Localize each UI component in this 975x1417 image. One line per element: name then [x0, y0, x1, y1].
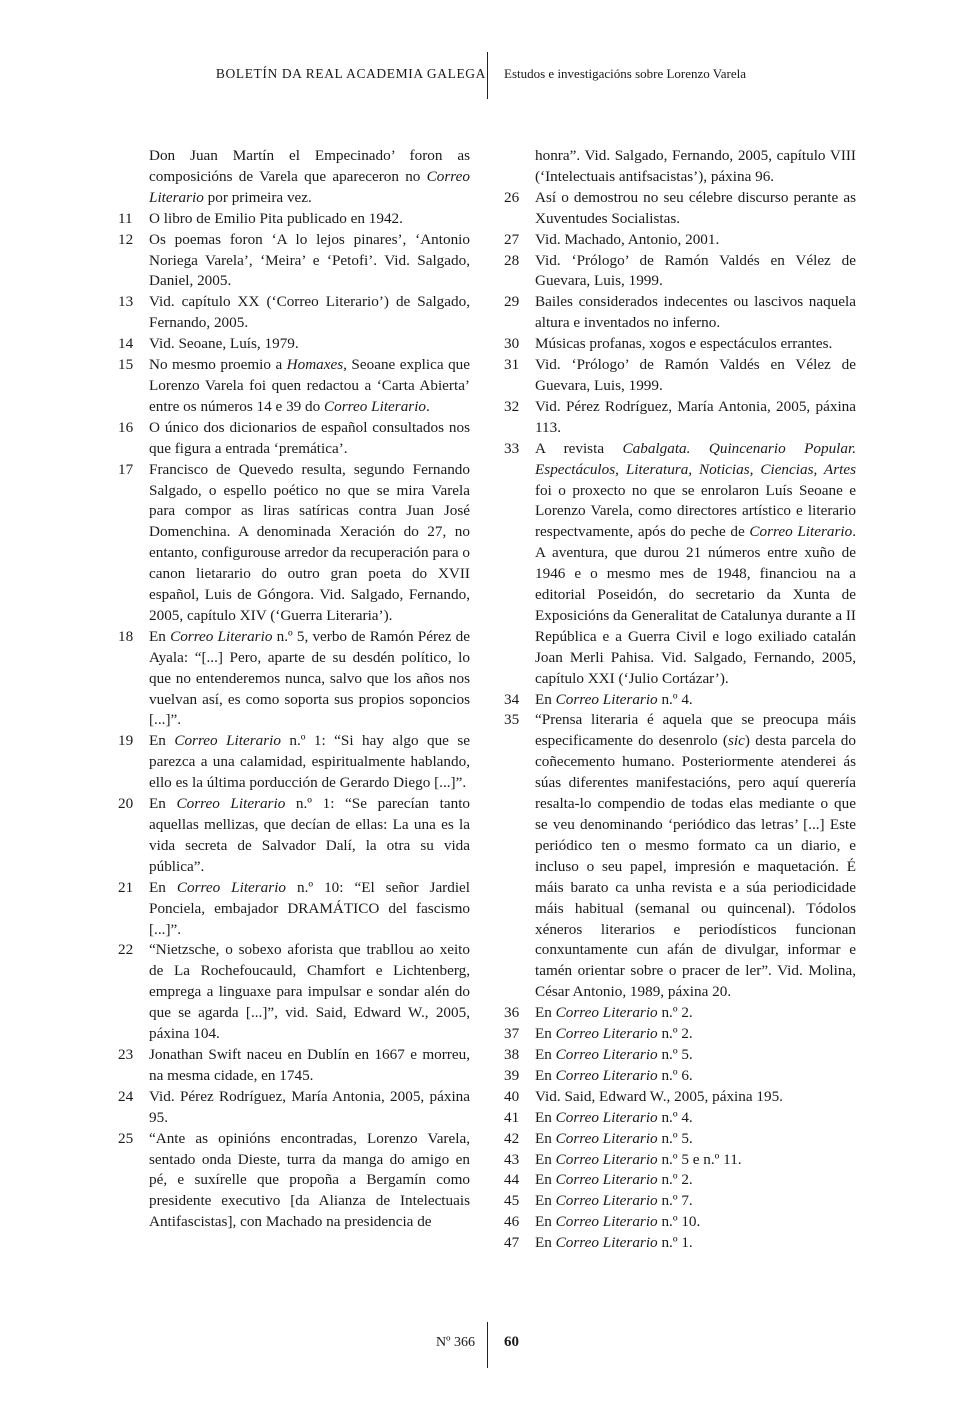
footnote-number: 16 [118, 418, 134, 436]
italic-title: Correo Literario [555, 1108, 658, 1126]
footnote-continuation [118, 146, 470, 209]
text-run: Vid. Seoane, Luís, 1979. [149, 335, 299, 353]
footnote-number: 19 [118, 732, 134, 750]
text-run: En [535, 1234, 556, 1252]
italic-title: sic [727, 732, 745, 750]
text-run: , Seoane explica que Lorenzo Varela foi quen redactou a ‘Carta Abierta’ entre os números 14 e 39 do [149, 356, 470, 415]
text-run: En [149, 627, 171, 645]
text-run: Músicas profanas, xogos e espectáculos errantes. [535, 335, 833, 353]
footnote-number: 27 [504, 230, 520, 248]
footnote-text [149, 334, 470, 355]
text-run: foi o proxecto no que se enrolaron Luís Seoane e Lorenzo Varela, como directores artístico e literario respectvamente, após do peche de [535, 481, 856, 541]
footnote-40 [504, 1087, 856, 1108]
text-run: Vid. Said, Edward W., 2005, páxina 195. [535, 1087, 783, 1105]
footnote-text [535, 439, 856, 690]
footnote-number: 44 [504, 1171, 520, 1189]
text-run: Don Juan Martín el Empecinado’ foron as composicións de Varela que apareceron no [149, 147, 470, 185]
footnote-23 [118, 1045, 470, 1087]
text-run: “Ante as opinións encontradas, Lorenzo Varela, sentado onda Dieste, turra da manga do amigo en pé, e suxírelle que propoña a Bergamín como presidente executivo [da Alianza de Intelectuais Antifascistas], con Machado na presidencia de [149, 1129, 470, 1231]
italic-title: Correo Literario [555, 1129, 658, 1147]
footnote-11 [118, 209, 470, 230]
text-run: Francisco de Quevedo resulta, segundo Fernando Salgado, o espello poético no que se mira Varela para compor as liras satíricas contra Juan José Domenchina. A denominada Xeración do 27, no entanto, configurouse arredor da recuperación para o canon lietarario do outro gran poeta do XVII español, Luis de Góngora. Vid. Salgado, Fernando, 2005, capítulo XIV (‘Guerra Literaria’). [149, 460, 470, 624]
text-run: n.º 5. [657, 1129, 693, 1147]
footnote-45 [504, 1191, 856, 1212]
text-run: . A aventura, que durou 21 números entre xuño de 1946 e o mesmo mes de 1948, financiou na a editorial Poseidón, do secretario da Xunta de Exposicións da Generalitat de Catalunya durante a II República e a Guerra Civil e logo exiliado catalán Joan Merli Pahisa. Vid. Salgado, Fernando, 2005, capítulo XXI (‘Julio Cortázar’). [535, 523, 857, 687]
text-run: En [535, 1171, 556, 1189]
text-run: Os poemas foron ‘A lo lejos pinares’, ‘Antonio Noriega Varela’, ‘Meira’ e ‘Petofi’. Vid. Salgado, Daniel, 2005. [149, 230, 470, 290]
footnote-text [149, 878, 470, 941]
italic-title: Correo Literario [176, 878, 287, 896]
text-run: Vid. capítulo XX (‘Correo Literario’) de Salgado, Fernando, 2005. [149, 293, 470, 332]
text-run: En [535, 1066, 556, 1084]
italic-title: Correo Literario [555, 1025, 658, 1043]
footnote-number: 37 [504, 1025, 520, 1043]
footnote-29 [504, 292, 856, 334]
footnote-text [535, 1129, 856, 1150]
footnote-33 [504, 439, 856, 690]
footnote-number: 21 [118, 878, 134, 896]
italic-title: Correo Literario [174, 732, 281, 750]
text-run: n.º 6. [657, 1066, 693, 1084]
footnote-text [535, 230, 856, 251]
italic-title: Correo Literario [555, 1171, 658, 1189]
footnote-text [535, 690, 856, 711]
footnotes-right-column [504, 146, 856, 1254]
text-run: n.º 7. [657, 1192, 693, 1210]
footnote-14 [118, 334, 470, 355]
footnote-28 [504, 251, 856, 293]
footnote-text [535, 355, 856, 397]
footnote-text [149, 146, 470, 209]
footnote-24 [118, 1087, 470, 1129]
text-run: n.º 1: “Se parecían tanto aquellas mellizas, que decían de ellas: La una es la vida secreta de Salvador Dalí, la otra su vida pública”. [149, 795, 471, 875]
footnote-21 [118, 878, 470, 941]
text-run: O libro de Emilio Pita publicado en 1942. [149, 209, 403, 227]
footnote-number: 40 [504, 1087, 520, 1105]
footnote-text [149, 1087, 470, 1129]
footnote-text [149, 460, 470, 627]
footnotes-left-column [118, 146, 470, 1233]
text-run: n.º 10: “El señor Jardiel Ponciela, embajador DRAMÁTICO del fascismo [...]”. [149, 878, 471, 938]
italic-title: Correo Literario [324, 397, 427, 415]
footnote-text [535, 710, 856, 1003]
footnote-text [149, 230, 470, 293]
text-run: n.º 2. [657, 1004, 693, 1022]
text-run: n.º 2. [657, 1025, 693, 1043]
footnote-text [535, 251, 856, 293]
footnote-15 [118, 355, 470, 418]
text-run: n.º 10. [657, 1213, 701, 1231]
footnote-text [535, 292, 856, 334]
footnote-number: 20 [118, 795, 134, 813]
text-run: En [535, 1025, 556, 1043]
text-run: Jonathan Swift naceu en Dublín en 1667 e morreu, na mesma cidade, en 1745. [149, 1045, 470, 1084]
footnote-text [535, 1191, 856, 1212]
footnote-25 [118, 1129, 470, 1234]
italic-title: Correo Literario [555, 1213, 658, 1231]
text-run: En [535, 1192, 556, 1210]
text-run: En [535, 1108, 556, 1126]
footnote-19 [118, 731, 470, 794]
italic-title: Correo Literario [555, 1045, 658, 1063]
footnote-44 [504, 1170, 856, 1191]
text-run: No mesmo proemio a [149, 356, 287, 374]
footnote-16 [118, 418, 470, 460]
footnote-text [535, 1024, 856, 1045]
italic-title: Correo Literario [555, 690, 658, 708]
footnote-46 [504, 1212, 856, 1233]
footnote-number: 47 [504, 1234, 520, 1252]
footnote-number: 17 [118, 460, 134, 478]
italic-title: Correo Literario [749, 523, 853, 541]
text-run: En [535, 1129, 556, 1147]
text-run: . [426, 397, 430, 415]
text-run: n.º 2. [657, 1171, 693, 1189]
footnote-number: 34 [504, 690, 520, 708]
footnote-number: 30 [504, 335, 520, 353]
text-run: Vid. ‘Prólogo’ de Ramón Valdés en Vélez de Guevara, Luis, 1999. [535, 251, 856, 290]
text-run: Vid. Pérez Rodríguez, María Antonia, 2005, páxina 113. [535, 397, 856, 436]
text-run: En [149, 878, 177, 896]
footnote-text [535, 397, 856, 439]
footnote-text [535, 1108, 856, 1129]
italic-title: Correo Literario [555, 1066, 658, 1084]
footnote-47 [504, 1233, 856, 1254]
italic-title: Correo Literario [176, 795, 286, 813]
footnote-text [149, 731, 470, 794]
footnote-number: 28 [504, 251, 520, 269]
footnote-text [149, 355, 470, 418]
footnote-text [535, 1045, 856, 1066]
footnote-43 [504, 1150, 856, 1171]
footnote-text [535, 188, 856, 230]
running-footer [0, 1322, 975, 1368]
footnote-number: 12 [118, 230, 134, 248]
footnote-text [535, 1087, 856, 1108]
footnote-number: 22 [118, 941, 134, 959]
footnote-number: 41 [504, 1108, 520, 1126]
footnote-text [535, 334, 856, 355]
footnote-text [535, 1170, 856, 1191]
italic-title: Correo Literario [555, 1150, 658, 1168]
footnote-42 [504, 1129, 856, 1150]
text-run: n.º 4. [657, 690, 693, 708]
footnote-number: 43 [504, 1150, 520, 1168]
footnote-text [535, 1212, 856, 1233]
footnote-number: 18 [118, 627, 134, 645]
footnote-39 [504, 1066, 856, 1087]
footnote-34 [504, 690, 856, 711]
footnote-number: 25 [118, 1129, 134, 1147]
footnote-32 [504, 397, 856, 439]
section-title: Estudos e investigacións sobre Lorenzo Varela [504, 66, 746, 81]
text-run: ) desta parcela do coñecemento humano. Posteriormente atenderei ás súas diferentes manifestacións, pero aquí querería resalta-lo compendio de todas elas mediante o que se veu denominando ‘periódico das letras’ [...] Este periódico ten o mesmo formato ca un diario, e incluso o seu papel, impresión e maquetación. É máis barato ca unha revista e a súa periodicidade máis habitual (semanal ou quincenal). Tódolos xéneros literarios e periodísticos funcionan conxuntamente cun afán de divulgar, informar e tamén orientar sobre o pracer de ler”. Vid. Molina, César Antonio, 1989, páxina 20. [535, 732, 856, 1001]
issue-number: Nº 366 [436, 1335, 475, 1350]
footnote-text [535, 1066, 856, 1087]
text-run: n.º 1: “Si hay algo que se parezca a una calamidad, espiritualmente hablando, ello es la última porducción de Gerardo Diego [...]”. [149, 732, 471, 792]
text-run: honra”. Vid. Salgado, Fernando, 2005, capítulo VIII (‘Intelectuais antifsacistas’), páxina 96. [535, 147, 856, 185]
text-run: Así o demostrou no seu célebre discurso perante as Xuventudes Socialistas. [535, 188, 856, 227]
footnote-31 [504, 355, 856, 397]
italic-title: Correo Literario [555, 1192, 658, 1210]
footnote-text [149, 794, 470, 878]
text-run: En [535, 1045, 556, 1063]
footnote-text [149, 209, 470, 230]
footnote-text [149, 627, 470, 732]
footer-divider [487, 1322, 488, 1368]
footnote-number: 11 [118, 209, 133, 227]
footnote-number: 42 [504, 1129, 520, 1147]
footnote-number: 39 [504, 1066, 520, 1084]
text-run: “Nietzsche, o sobexo aforista que trabllou ao xeito de La Rochefoucauld, Chamfort e Lichtenberg, emprega a linguaxe para impulsar e sondar alén do que se agarda [...]”, vid. Said, Edward W., 2005, páxina 104. [149, 941, 470, 1043]
text-run: En [535, 1213, 556, 1231]
text-run: Bailes considerados indecentes ou lascivos naquela altura e inventados no inferno. [535, 293, 856, 332]
footnote-text [149, 1129, 470, 1234]
footnote-number: 36 [504, 1004, 520, 1022]
footnote-text [535, 1150, 856, 1171]
header-divider [487, 52, 488, 99]
footnote-38 [504, 1045, 856, 1066]
footnote-number: 14 [118, 335, 134, 353]
footnote-37 [504, 1024, 856, 1045]
footnote-text [535, 1233, 856, 1254]
footnote-number: 32 [504, 397, 520, 415]
italic-title: Correo Literario [149, 167, 470, 206]
journal-title: BOLETÍN DA REAL ACADEMIA GALEGA [215, 66, 486, 81]
text-run: n.º 4. [657, 1108, 693, 1126]
text-run: En [149, 795, 177, 813]
italic-title: Correo Literario [555, 1234, 658, 1252]
footnote-number: 23 [118, 1045, 134, 1063]
footnote-20 [118, 794, 470, 878]
text-run: En [149, 732, 175, 750]
running-header [0, 52, 975, 100]
footnote-number: 46 [504, 1213, 520, 1231]
page-number: 60 [504, 1334, 519, 1350]
footnote-22 [118, 940, 470, 1045]
footnote-12 [118, 230, 470, 293]
text-run: por primeira vez. [203, 188, 312, 206]
footnote-17 [118, 460, 470, 627]
footnote-text [535, 1003, 856, 1024]
footnote-number: 24 [118, 1087, 134, 1105]
text-run: En [535, 1150, 556, 1168]
text-run: O único dos dicionarios de español consultados nos que figura a entrada ‘premática’. [149, 418, 470, 457]
text-run: Vid. ‘Prólogo’ de Ramón Valdés en Vélez de Guevara, Luis, 1999. [535, 356, 856, 394]
text-run: En [535, 1004, 556, 1022]
text-run: “Prensa literaria é aquela que se preocupa máis especificamente do desenrolo ( [535, 711, 856, 750]
footnote-text [149, 292, 470, 334]
footnote-number: 29 [504, 293, 520, 311]
footnote-26 [504, 188, 856, 230]
footnote-18 [118, 627, 470, 732]
footnote-text [535, 146, 856, 188]
italic-title: Correo Literario [555, 1004, 658, 1022]
footnote-number: 35 [504, 711, 520, 729]
footnote-number: 15 [118, 356, 134, 374]
footnote-text [149, 940, 470, 1045]
footnote-30 [504, 334, 856, 355]
footnote-41 [504, 1108, 856, 1129]
italic-title: Correo Literario [170, 627, 273, 645]
footnote-number: 38 [504, 1045, 520, 1063]
footnote-number: 33 [504, 439, 520, 457]
footnote-number: 26 [504, 188, 520, 206]
text-run: n.º 1. [657, 1234, 693, 1252]
footnote-text [149, 418, 470, 460]
footnote-number: 13 [118, 293, 134, 311]
text-run: A revista [535, 439, 623, 457]
text-run: n.º 5, verbo de Ramón Pérez de Ayala: “[...] Pero, aparte de su desdén político, lo que no entenderemos nunca, salvo que los años nos vuelvan así, es como soporta sus propios soponcios [...]”. [149, 627, 471, 729]
text-run: n.º 5. [657, 1045, 693, 1063]
text-run: En [535, 690, 556, 708]
footnote-number: 31 [504, 356, 520, 374]
italic-title: Cabalgata. Quincenario Popular. Espectáculos, Literatura, Noticias, Ciencias, Artes [535, 439, 856, 478]
footnote-35 [504, 710, 856, 1003]
footnote-13 [118, 292, 470, 334]
footnote-continuation [504, 146, 856, 188]
footnote-number: 45 [504, 1192, 520, 1210]
text-run: n.º 5 e n.º 11. [657, 1150, 742, 1168]
footnote-36 [504, 1003, 856, 1024]
text-run: Vid. Pérez Rodríguez, María Antonia, 2005, páxina 95. [149, 1087, 470, 1126]
italic-title: Homaxes [286, 356, 344, 374]
text-run: Vid. Machado, Antonio, 2001. [535, 230, 720, 248]
footnote-text [149, 1045, 470, 1087]
footnote-27 [504, 230, 856, 251]
